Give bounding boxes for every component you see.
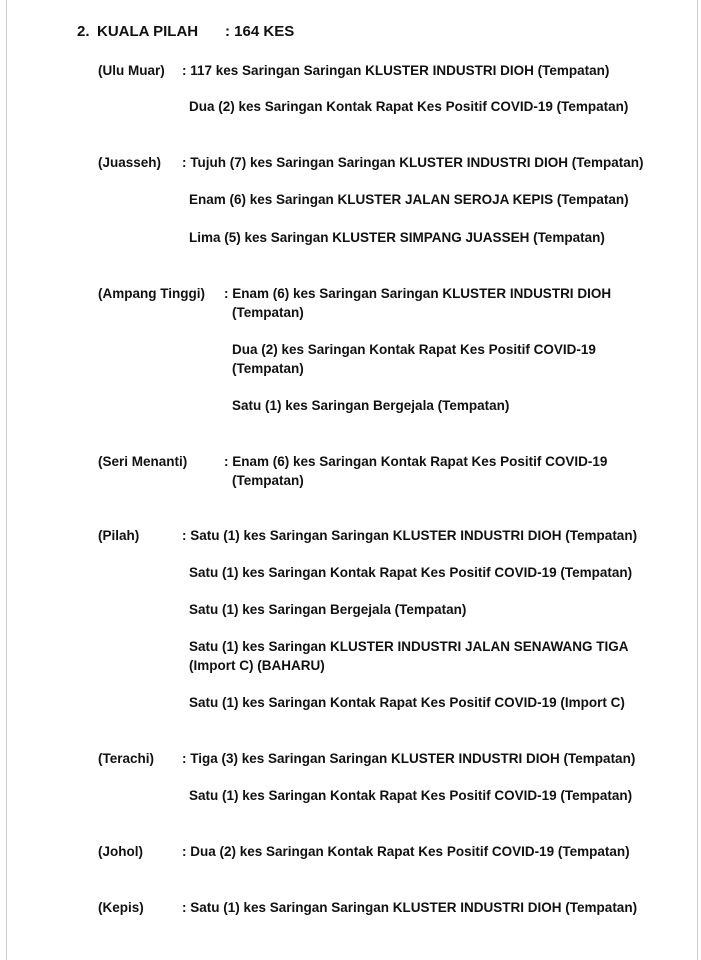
case-line: Satu (1) kes Saringan Bergejala (Tempatan) [189,602,467,617]
case-line: : Enam (6) kes Saringan Saringan KLUSTER INDUSTRI DIOH [224,286,612,301]
case-line: Satu (1) kes Saringan KLUSTER INDUSTRI JALAN SENAWANG TIGA [189,639,629,654]
area-name: (Kepis) [98,900,144,915]
case-line: (Tempatan) [232,473,304,488]
case-line: Enam (6) kes Saringan KLUSTER JALAN SEROJA KEPIS (Tempatan) [189,192,629,207]
case-line: Satu (1) kes Saringan Bergejala (Tempatan) [232,398,510,413]
case-line: : Tiga (3) kes Saringan Saringan KLUSTER INDUSTRI DIOH (Tempatan) [182,751,636,766]
case-line: Dua (2) kes Saringan Kontak Rapat Kes Positif COVID-19 [232,342,596,357]
area-name: (Ulu Muar) [98,63,165,78]
case-line: Dua (2) kes Saringan Kontak Rapat Kes Positif COVID-19 (Tempatan) [189,99,629,114]
district-total: : 164 KES [225,23,295,40]
case-line: Satu (1) kes Saringan Kontak Rapat Kes Positif COVID-19 (Import C) [189,695,625,710]
case-line: (Tempatan) [232,305,304,320]
area-name: (Ampang Tinggi) [98,286,205,301]
area-name: (Pilah) [98,528,140,543]
case-line: : 117 kes Saringan Saringan KLUSTER INDUSTRI DIOH (Tempatan) [182,63,610,78]
case-line: : Tujuh (7) kes Saringan Saringan KLUSTER INDUSTRI DIOH (Tempatan) [182,155,644,170]
case-line: : Dua (2) kes Saringan Kontak Rapat Kes Positif COVID-19 (Tempatan) [182,844,630,859]
district-name: KUALA PILAH [97,23,199,40]
case-line: : Enam (6) kes Saringan Kontak Rapat Kes Positif COVID-19 [224,454,608,469]
case-line: (Tempatan) [232,361,304,376]
area-name: (Juasseh) [98,155,162,170]
case-line: : Satu (1) kes Saringan Saringan KLUSTER INDUSTRI DIOH (Tempatan) [182,900,638,915]
case-line: (Import C) (BAHARU) [189,658,325,673]
section-number: 2. [77,23,90,40]
area-name: (Seri Menanti) [98,454,188,469]
area-name: (Johol) [98,844,143,859]
case-line: Satu (1) kes Saringan Kontak Rapat Kes Positif COVID-19 (Tempatan) [189,565,633,580]
case-line: Satu (1) kes Saringan Kontak Rapat Kes Positif COVID-19 (Tempatan) [189,788,633,803]
area-name: (Terachi) [98,751,155,766]
case-line: : Satu (1) kes Saringan Saringan KLUSTER INDUSTRI DIOH (Tempatan) [182,528,638,543]
case-line: Lima (5) kes Saringan KLUSTER SIMPANG JUASSEH (Tempatan) [189,230,605,245]
document-page [6,0,698,960]
